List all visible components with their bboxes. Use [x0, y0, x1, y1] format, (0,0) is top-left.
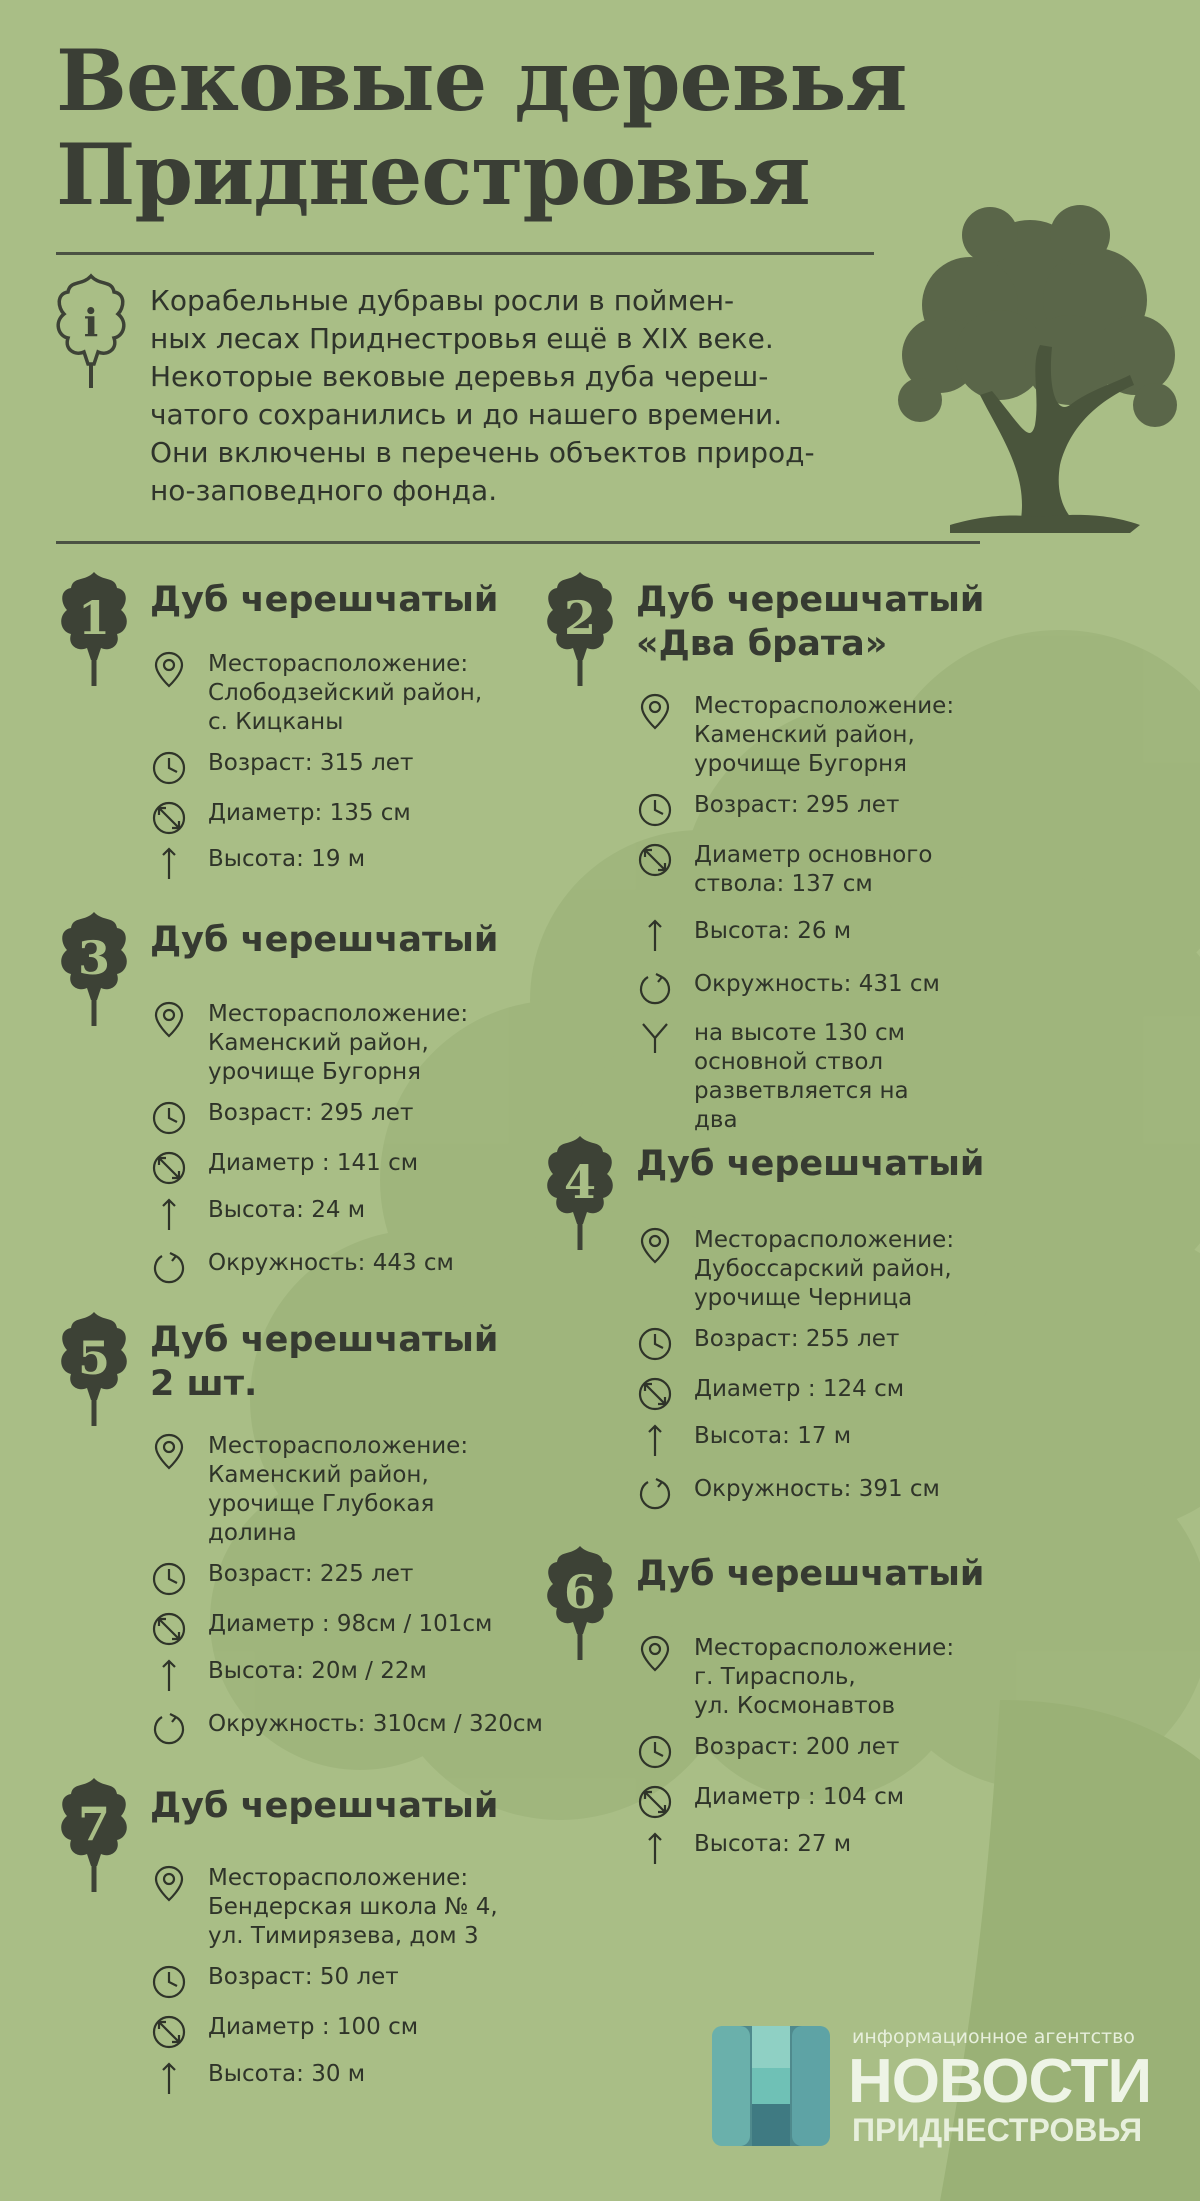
info-glyph: i — [83, 300, 99, 345]
fact-text: разветвляется на — [694, 1078, 909, 1104]
height-arrow-icon — [636, 1830, 674, 1868]
fact-text: урочище Черница — [694, 1285, 913, 1311]
fact-text: Месторасположение: — [694, 1227, 955, 1253]
fact-height — [150, 1657, 570, 1686]
clock-icon — [150, 1560, 188, 1598]
fact-circumference — [636, 970, 1056, 999]
title-line: «Два брата» — [636, 624, 888, 664]
title-line-1: Вековые деревья — [56, 31, 907, 130]
fact-text: Высота: 19 м — [208, 846, 366, 872]
fact-text: Каменский район, — [208, 1462, 429, 1488]
tree-number: 2 — [563, 591, 597, 645]
fact-text: Окружность: 431 см — [694, 971, 940, 997]
clock-icon — [636, 1325, 674, 1363]
clock-icon — [636, 1733, 674, 1771]
info-leaf-icon — [52, 272, 130, 392]
height-arrow-icon — [150, 1657, 188, 1695]
tree-card-title — [636, 1552, 1046, 1596]
diameter-icon — [150, 799, 188, 837]
fact-list — [150, 1000, 570, 1278]
fact-text: урочище Бугорня — [694, 751, 907, 777]
intro-line: но-заповедного фонда. — [150, 474, 498, 507]
title-line: Дуб черешчатый — [150, 580, 499, 620]
fact-text: Высота: 24 м — [208, 1197, 366, 1223]
circumference-icon — [636, 970, 674, 1008]
title-line: Дуб черешчатый — [150, 1786, 499, 1826]
clock-icon — [150, 1963, 188, 2001]
fact-text: Высота: 26 м — [694, 918, 852, 944]
fact-text: Высота: 17 м — [694, 1423, 852, 1449]
fact-location — [150, 650, 570, 737]
fact-text: Месторасположение: — [208, 1865, 469, 1891]
fact-text: Каменский район, — [208, 1030, 429, 1056]
fact-text: Месторасположение: — [694, 693, 955, 719]
fact-text: Окружность: 443 см — [208, 1250, 454, 1276]
location-pin-icon — [636, 1634, 674, 1672]
tree-card-title — [636, 1142, 1046, 1186]
fact-text: два — [694, 1107, 738, 1133]
tree-number: 7 — [77, 1797, 111, 1851]
fact-text: Каменский район, — [694, 722, 915, 748]
clock-icon — [150, 749, 188, 787]
fact-text: Диаметр : 104 см — [694, 1784, 905, 1810]
fact-height — [636, 1422, 1056, 1451]
fact-text: Возраст: 50 лет — [208, 1964, 399, 1990]
fact-list — [150, 1432, 570, 1739]
diameter-icon — [150, 1610, 188, 1648]
fact-circumference — [150, 1710, 570, 1739]
tree-card-title — [150, 1784, 560, 1828]
fact-list — [636, 692, 1056, 1135]
fact-text: Диаметр : 141 см — [208, 1150, 419, 1176]
fact-text: урочище Бугорня — [208, 1059, 421, 1085]
fact-text: Диаметр : 100 см — [208, 2014, 419, 2040]
fact-height — [150, 845, 570, 874]
fact-text: Месторасположение: — [694, 1635, 955, 1661]
fact-text: ул. Космонавтов — [694, 1693, 896, 1719]
fact-age — [150, 1099, 570, 1128]
fact-text: г. Тирасполь, — [694, 1664, 856, 1690]
fact-location — [150, 1864, 570, 1951]
fact-diameter — [636, 1783, 1056, 1812]
height-arrow-icon — [150, 845, 188, 883]
fact-location — [150, 1000, 570, 1087]
fact-location — [636, 1634, 1056, 1721]
fact-text: Бендерская школа № 4, — [208, 1894, 498, 1920]
intro-line: чатого сохранились и до нашего времени. — [150, 398, 783, 431]
title-line: Дуб черешчатый — [636, 580, 985, 620]
fork-icon — [636, 1019, 674, 1057]
oak-leaf-number-icon — [54, 568, 134, 688]
title-line: Дуб черешчатый — [636, 1554, 985, 1594]
intro-line: Некоторые вековые деревья дуба череш- — [150, 360, 769, 393]
oak-leaf-number-icon — [54, 1774, 134, 1894]
title-line: Дуб черешчатый — [150, 1320, 499, 1360]
tree-card-title — [636, 578, 1046, 666]
circumference-icon — [636, 1475, 674, 1513]
fact-circumference — [150, 1249, 570, 1278]
logo-subname: ПРИДНЕСТРОВЬЯ — [852, 2112, 1143, 2148]
fact-location — [636, 1226, 1056, 1313]
fact-list — [150, 650, 570, 874]
height-arrow-icon — [150, 2060, 188, 2098]
oak-leaf-number-icon — [540, 568, 620, 688]
fact-diameter — [150, 2013, 570, 2042]
fact-age — [150, 1560, 570, 1589]
fact-circumference — [636, 1475, 1056, 1504]
fact-text: Возраст: 295 лет — [694, 792, 900, 818]
clock-icon — [150, 1099, 188, 1137]
circumference-icon — [150, 1249, 188, 1287]
fact-diameter — [636, 1375, 1056, 1404]
diameter-icon — [150, 2013, 188, 2051]
fact-text: Высота: 27 м — [694, 1831, 852, 1857]
fact-text: урочище Глубокая — [208, 1491, 435, 1517]
intro-line: Корабельные дубравы росли в поймен- — [150, 284, 735, 317]
title-line: Дуб черешчатый — [636, 1144, 985, 1184]
fact-height — [150, 1196, 570, 1225]
divider-bottom — [56, 541, 980, 544]
location-pin-icon — [150, 650, 188, 688]
fact-text: с. Кицканы — [208, 709, 344, 735]
fact-height — [150, 2060, 570, 2089]
page-title — [56, 31, 907, 224]
fact-text: ствола: 137 см — [694, 871, 873, 897]
location-pin-icon — [150, 1000, 188, 1038]
fact-age — [636, 791, 1056, 820]
fact-text: Окружность: 310см / 320см — [208, 1711, 543, 1737]
fact-text: Дубоссарский район, — [694, 1256, 952, 1282]
fact-diameter — [636, 841, 1056, 899]
height-arrow-icon — [636, 1422, 674, 1460]
clock-icon — [636, 791, 674, 829]
diameter-icon — [150, 1149, 188, 1187]
fact-text: Высота: 20м / 22м — [208, 1658, 427, 1684]
diameter-icon — [636, 841, 674, 879]
fact-diameter — [150, 799, 570, 828]
location-pin-icon — [636, 1226, 674, 1264]
height-arrow-icon — [150, 1196, 188, 1234]
fact-text: на высоте 130 см — [694, 1020, 905, 1046]
fact-text: долина — [208, 1520, 297, 1546]
title-line: 2 шт. — [150, 1364, 258, 1404]
fact-text: Месторасположение: — [208, 1001, 469, 1027]
height-arrow-icon — [636, 917, 674, 955]
circumference-icon — [150, 1710, 188, 1748]
divider-top — [56, 252, 874, 255]
logo-tagline: информационное агентство — [852, 2026, 1135, 2048]
fact-text: Возраст: 255 лет — [694, 1326, 900, 1352]
location-pin-icon — [150, 1864, 188, 1902]
oak-leaf-number-icon — [540, 1542, 620, 1662]
fact-location — [150, 1432, 570, 1548]
title-line-2: Приднестровья — [56, 125, 810, 224]
fact-height — [636, 917, 1056, 946]
tree-number: 6 — [563, 1565, 597, 1619]
intro-line: ных лесах Приднестровья ещё в XIX веке. — [150, 322, 774, 355]
intro-line: Они включены в перечень объектов природ- — [150, 436, 815, 469]
fact-text: Возраст: 200 лет — [694, 1734, 900, 1760]
fact-text: Диаметр : 98см / 101см — [208, 1611, 493, 1637]
fact-text: Месторасположение: — [208, 651, 469, 677]
fact-text: Возраст: 295 лет — [208, 1100, 414, 1126]
fact-height — [636, 1830, 1056, 1859]
fact-text: Слободзейский район, — [208, 680, 483, 706]
tree-number: 3 — [77, 931, 111, 985]
fact-list — [636, 1634, 1056, 1859]
fact-text: ул. Тимирязева, дом 3 — [208, 1923, 479, 1949]
fact-text: Диаметр : 124 см — [694, 1376, 905, 1402]
title-line: Дуб черешчатый — [150, 920, 499, 960]
tree-number: 4 — [563, 1155, 597, 1209]
location-pin-icon — [636, 692, 674, 730]
oak-tree-illustration — [880, 195, 1190, 540]
oak-leaf-number-icon — [54, 908, 134, 1028]
fact-text: Окружность: 391 см — [694, 1476, 940, 1502]
tree-card-title — [150, 1318, 560, 1406]
fact-age — [150, 749, 570, 778]
diameter-icon — [636, 1375, 674, 1413]
intro-text — [150, 282, 910, 510]
fact-diameter — [150, 1149, 570, 1178]
fact-text: основной ствол — [694, 1049, 884, 1075]
fact-age — [150, 1963, 570, 1992]
fact-text: Диаметр основного — [694, 842, 933, 868]
fact-age — [636, 1733, 1056, 1762]
fact-text: Возраст: 225 лет — [208, 1561, 414, 1587]
fact-list — [636, 1226, 1056, 1504]
tree-number: 5 — [77, 1331, 111, 1385]
fact-diameter — [150, 1610, 570, 1639]
oak-leaf-number-icon — [540, 1132, 620, 1252]
diameter-icon — [636, 1783, 674, 1821]
news-agency-logo — [712, 2026, 1172, 2151]
oak-leaf-number-icon — [54, 1308, 134, 1428]
fact-location — [636, 692, 1056, 779]
fact-text: Возраст: 315 лет — [208, 750, 414, 776]
location-pin-icon — [150, 1432, 188, 1470]
tree-card-title — [150, 918, 560, 962]
fact-list — [150, 1864, 570, 2089]
tree-number: 1 — [77, 591, 111, 645]
fact-text: Месторасположение: — [208, 1433, 469, 1459]
logo-mark-icon — [712, 2026, 830, 2146]
fact-text: Диаметр: 135 см — [208, 800, 411, 826]
fact-fork — [636, 1019, 1056, 1135]
logo-name: НОВОСТИ — [848, 2047, 1152, 2116]
tree-card-title — [150, 578, 560, 622]
fact-text: Высота: 30 м — [208, 2061, 366, 2087]
fact-age — [636, 1325, 1056, 1354]
